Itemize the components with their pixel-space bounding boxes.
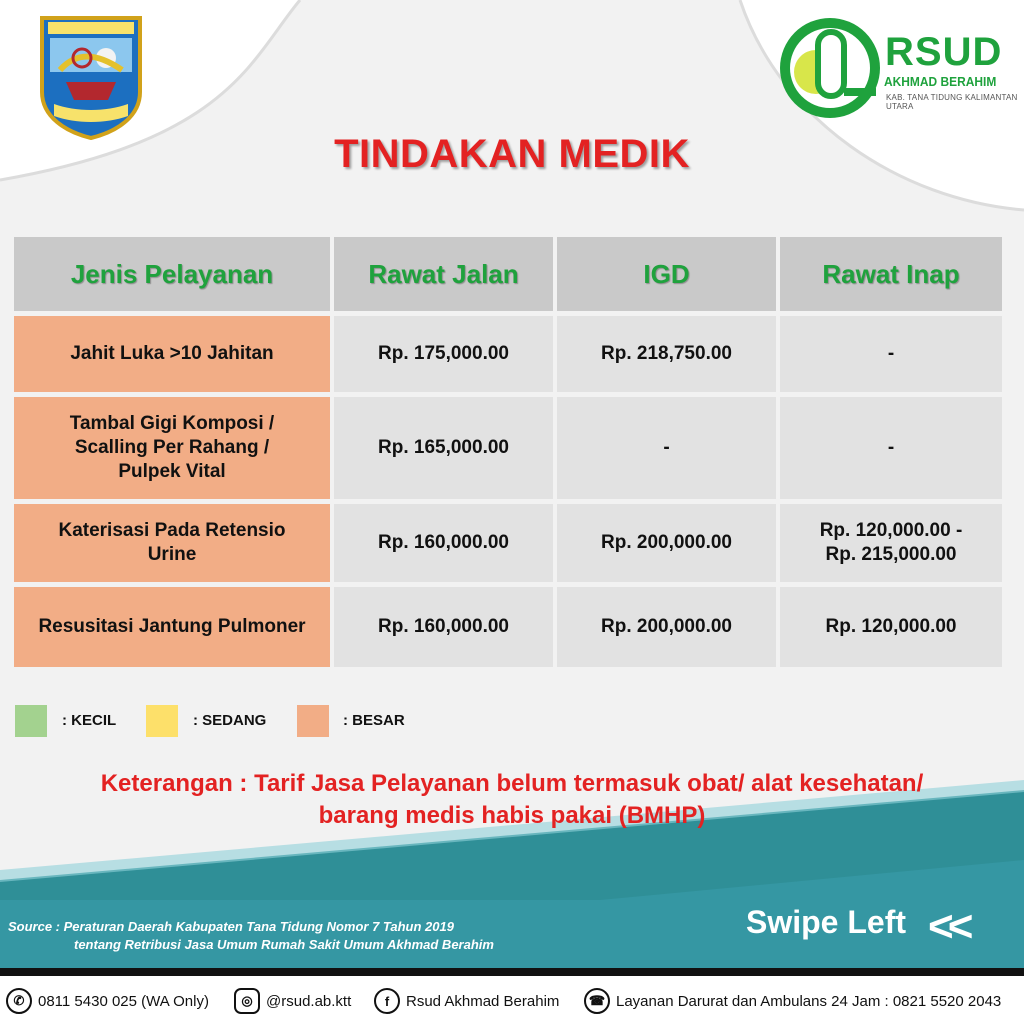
swipe-left-label: Swipe Left [746, 904, 907, 940]
table-row-2-rawat-jalan: Rp. 165,000.00 [334, 397, 553, 499]
table-row-4-service: Resusitasi Jantung Pulmoner [14, 587, 330, 667]
table-row-3-rawat-inap: Rp. 120,000.00 - Rp. 215,000.00 [780, 504, 1002, 582]
table-row-1-rawat-inap: - [780, 316, 1002, 392]
table-row-3-service: Katerisasi Pada Retensio Urine [14, 504, 330, 582]
table-row-3-igd: Rp. 200,000.00 [557, 504, 776, 582]
table-row-1-igd: Rp. 218,750.00 [557, 316, 776, 392]
footer-whatsapp-text: 0811 5430 025 (WA Only) [38, 992, 209, 1010]
table-row-4-rawat-inap: Rp. 120,000.00 [780, 587, 1002, 667]
table-row-4-rawat-jalan: Rp. 160,000.00 [334, 587, 553, 667]
legend-label-besar: : BESAR [343, 712, 405, 729]
footer-instagram [234, 988, 351, 1014]
phone-icon: ☎ [584, 988, 610, 1014]
table-row-1-service: Jahit Luka >10 Jahitan [14, 316, 330, 392]
table-row-1-rawat-jalan: Rp. 175,000.00 [334, 316, 553, 392]
header-rawat-inap: Rawat Inap [780, 237, 1002, 311]
header-igd: IGD [557, 237, 776, 311]
hospital-logo-hospital: AKHMAD BERAHIM [884, 74, 997, 89]
header-rawat-jalan: Rawat Jalan [334, 237, 553, 311]
footer-facebook-text: Rsud Akhmad Berahim [406, 992, 560, 1010]
header-jenis-pelayanan: Jenis Pelayanan [14, 237, 330, 311]
source-citation [8, 918, 494, 954]
legend-swatch-besar [297, 705, 329, 737]
legend-label-kecil: : KECIL [62, 712, 117, 729]
page-title: TINDAKAN MEDIK [334, 132, 690, 176]
table-row-3-rawat-jalan: Rp. 160,000.00 [334, 504, 553, 582]
footer-whatsapp [6, 988, 209, 1014]
instagram-icon: ◎ [234, 988, 260, 1014]
tariff-note-line-2: barang medis habis pakai (BMHP) [318, 802, 706, 829]
source-line-1: Source : Peraturan Daerah Kabupaten Tana Tidung Nomor 7 Tahun 2019 [8, 919, 454, 934]
contact-footer [0, 968, 1024, 1024]
legend-swatch-sedang [146, 705, 178, 737]
table-row-2-rawat-inap: - [780, 397, 1002, 499]
table-row-2-service: Tambal Gigi Komposi / Scalling Per Rahang / Pulpek Vital [14, 397, 330, 499]
legend-label-sedang: : SEDANG [193, 712, 267, 729]
footer-instagram-text: @rsud.ab.ktt [266, 992, 352, 1010]
hospital-logo-region: KAB. TANA TIDUNG KALIMANTAN UTARA [886, 93, 1018, 111]
size-legend [0, 705, 1024, 739]
whatsapp-icon: ✆ [6, 988, 32, 1014]
tariff-note-line-1: Keterangan : Tarif Jasa Pelayanan belum termasuk obat/ alat kesehatan/ [100, 770, 924, 797]
hospital-logo-name: RSUD [885, 30, 1003, 74]
legend-swatch-kecil [15, 705, 47, 737]
footer-emergency-text: Layanan Darurat dan Ambulans 24 Jam : 0821 5520 2043 [616, 992, 1002, 1010]
tariff-note [0, 768, 1024, 832]
table-row-2-igd: - [557, 397, 776, 499]
footer-facebook [374, 988, 559, 1014]
table-row-4-igd: Rp. 200,000.00 [557, 587, 776, 667]
source-line-2: tentang Retribusi Jasa Umum Rumah Sakit Umum Akhmad Berahim [74, 937, 494, 952]
footer-emergency [584, 988, 1001, 1014]
facebook-icon: f [374, 988, 400, 1014]
swipe-chevrons-icon: << [928, 902, 968, 951]
